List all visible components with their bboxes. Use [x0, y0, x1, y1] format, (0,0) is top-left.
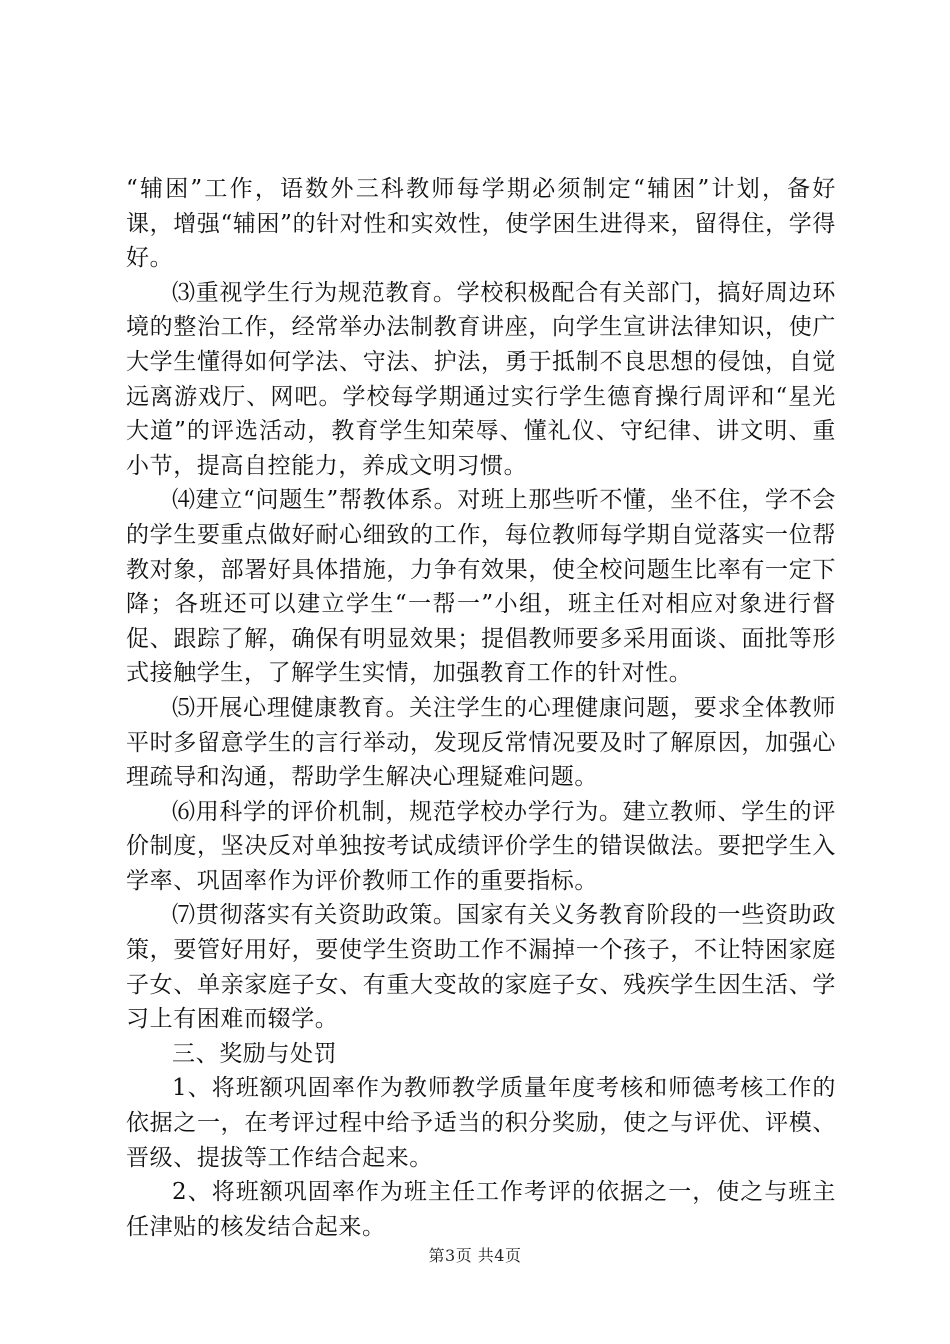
document-body	[126, 172, 836, 1244]
paragraph-2: ⑶重视学生行为规范教育。学校积极配合有关部门，搞好周边环境的整治工作，经常举办法制教育讲座，向学生宣讲法律知识，使广大学生懂得如何学法、守法、护法，勇于抵制不良思想的侵蚀，自觉远离游戏厅、网吧。学校每学期通过实行学生德育操行周评和“星光大道”的评选活动，教育学生知荣辱、懂礼仪、守纪律、讲文明、重小节，提高自控能力，养成文明习惯。	[126, 279, 836, 479]
paragraph-4: ⑸开展心理健康教育。关注学生的心理健康问题，要求全体教师平时多留意学生的言行举动，发现反常情况要及时了解原因，加强心理疏导和沟通，帮助学生解决心理疑难问题。	[126, 694, 836, 791]
paragraph-6: ⑺贯彻落实有关资助政策。国家有关义务教育阶段的一些资助政策，要管好用好，要使学生资助工作不漏掉一个孩子，不让特困家庭子女、单亲家庭子女、有重大变故的家庭子女、残疾学生因生活、学习上有困难而辍学。	[126, 902, 836, 1033]
paragraph-7: 1、将班额巩固率作为教师教学质量年度考核和师德考核工作的依据之一，在考评过程中给予适当的积分奖励，使之与评优、评模、晋级、提拔等工作结合起来。	[126, 1075, 836, 1171]
page-footer: 第3页 共4页	[428, 1246, 522, 1265]
paragraph-5: ⑹用科学的评价机制，规范学校办学行为。建立教师、学生的评价制度，坚决反对单独按考试成绩评价学生的错误做法。要把学生入学率、巩固率作为评价教师工作的重要指标。	[126, 798, 836, 894]
section-heading: 三、奖励与处罚	[172, 1040, 338, 1067]
paragraph-8: 2、将班额巩固率作为班主任工作考评的依据之一，使之与班主任津贴的核发结合起来。	[126, 1179, 836, 1240]
paragraph-3: ⑷建立“问题生”帮教体系。对班上那些听不懂，坐不住，学不会的学生要重点做好耐心细致的工作，每位教师每学期自觉落实一位帮教对象，部署好具体措施，力争有效果，使全校问题生比率有一定下降；各班还可以建立学生“一帮一”小组，班主任对相应对象进行督促、跟踪了解，确保有明显效果；提倡教师要多采用面谈、面批等形式接触学生，了解学生实情，加强教育工作的针对性。	[126, 487, 836, 687]
paragraph-1: “辅困”工作，语数外三科教师每学期必须制定“辅困”计划，备好课，增强“辅困”的针对性和实效性，使学困生进得来，留得住，学得好。	[126, 176, 836, 272]
